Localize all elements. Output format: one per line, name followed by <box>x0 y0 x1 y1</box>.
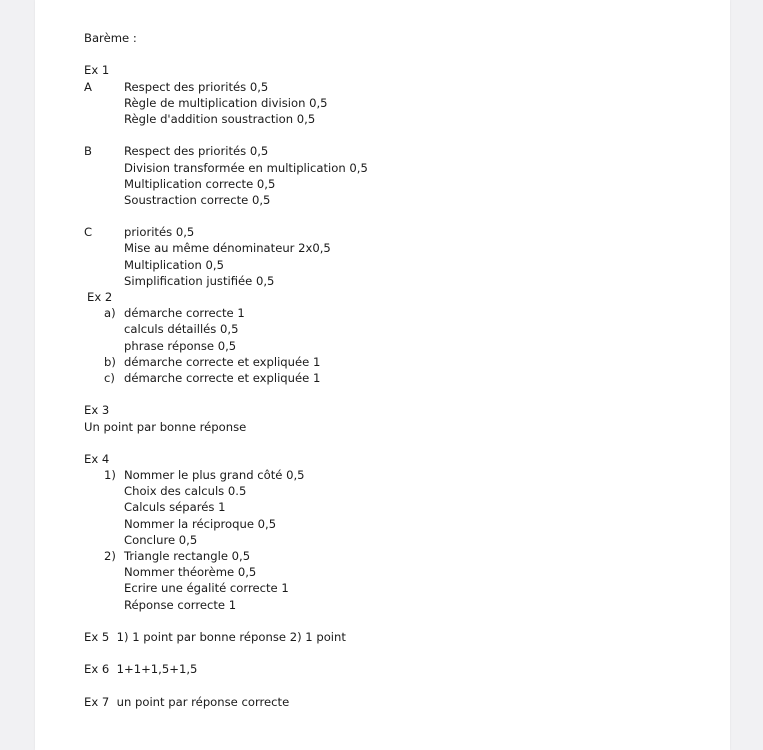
ex2-c-text: démarche correcte et expliquée 1 <box>124 370 321 385</box>
ex1-c-item: priorités 0,5 <box>124 225 195 240</box>
ex4-p1-item: Nommer la réciproque 0,5 <box>124 516 277 531</box>
ex3-text: Un point par bonne réponse <box>84 419 247 434</box>
ex4-p2-item: Nommer théorème 0,5 <box>124 565 257 580</box>
ex1-a-item: Respect des priorités 0,5 <box>124 79 269 94</box>
ex1-a-row-1 <box>84 79 368 95</box>
ex4-p1-item: Conclure 0,5 <box>124 532 198 547</box>
ex1-c-item: Simplification justifiée 0,5 <box>124 273 275 288</box>
ex1-b-label: B <box>84 144 92 159</box>
ex2-c-row <box>84 370 368 386</box>
document-page <box>35 0 730 750</box>
ex5-text: 1) 1 point par bonne réponse 2) 1 point <box>116 629 346 644</box>
ex7-row <box>84 694 368 710</box>
ex2-heading: Ex 2 <box>87 290 113 304</box>
ex4-p2-item: Triangle rectangle 0,5 <box>124 549 251 563</box>
ex1-heading: Ex 1 <box>84 63 110 78</box>
ex5-heading: Ex 5 <box>84 629 110 644</box>
ex2-a-item: calculs détaillés 0,5 <box>124 322 239 337</box>
ex4-p1-item: Nommer le plus grand côté 0,5 <box>124 468 305 483</box>
ex1-c-item: Mise au même dénominateur 2x0,5 <box>124 241 331 256</box>
doc-title: Barème : <box>84 31 137 45</box>
ex4-p1-item: Calculs séparés 1 <box>124 500 226 515</box>
ex4-p1-marker: 1) <box>104 468 116 483</box>
ex2-b-marker: b) <box>104 354 116 369</box>
ex4-p1-row-1 <box>84 467 368 483</box>
ex4-p2-row-1 <box>84 548 368 564</box>
grading-scheme <box>84 30 368 710</box>
ex1-b-item: Respect des priorités 0,5 <box>124 144 269 159</box>
ex2-b-text: démarche correcte et expliquée 1 <box>124 354 321 369</box>
ex2-a-marker: a) <box>104 306 116 321</box>
ex2-a-row-1 <box>84 305 368 321</box>
ex6-heading: Ex 6 <box>84 662 110 677</box>
ex2-b-row <box>84 354 368 370</box>
ex1-b-item: Division transformée en multiplication 0,5 <box>124 160 368 175</box>
ex4-heading: Ex 4 <box>84 451 110 466</box>
ex1-c-label: C <box>84 225 93 240</box>
ex1-b-row-1 <box>84 143 368 159</box>
ex2-c-marker: c) <box>104 370 115 385</box>
ex6-row <box>84 661 368 677</box>
ex1-c-item: Multiplication 0,5 <box>124 257 224 272</box>
ex1-c-row-1 <box>84 224 368 240</box>
ex4-p2-marker: 2) <box>104 549 116 563</box>
ex1-a-item: Règle d'addition soustraction 0,5 <box>124 111 316 126</box>
ex1-b-item: Soustraction correcte 0,5 <box>124 192 271 207</box>
ex5-row <box>84 629 368 645</box>
ex1-a-label: A <box>84 79 92 94</box>
ex7-text: un point par réponse correcte <box>116 694 290 709</box>
ex1-a-item: Règle de multiplication division 0,5 <box>124 95 328 110</box>
ex3-heading: Ex 3 <box>84 403 110 418</box>
ex2-a-item: démarche correcte 1 <box>124 306 245 321</box>
ex4-p2-item: Réponse correcte 1 <box>124 597 237 612</box>
ex2-a-item: phrase réponse 0,5 <box>124 338 237 353</box>
ex7-heading: Ex 7 <box>84 694 110 709</box>
ex6-text: 1+1+1,5+1,5 <box>116 662 198 677</box>
ex1-b-item: Multiplication correcte 0,5 <box>124 176 276 191</box>
ex4-p1-item: Choix des calculs 0.5 <box>124 484 247 499</box>
ex4-p2-item: Ecrire une égalité correcte 1 <box>124 581 289 596</box>
